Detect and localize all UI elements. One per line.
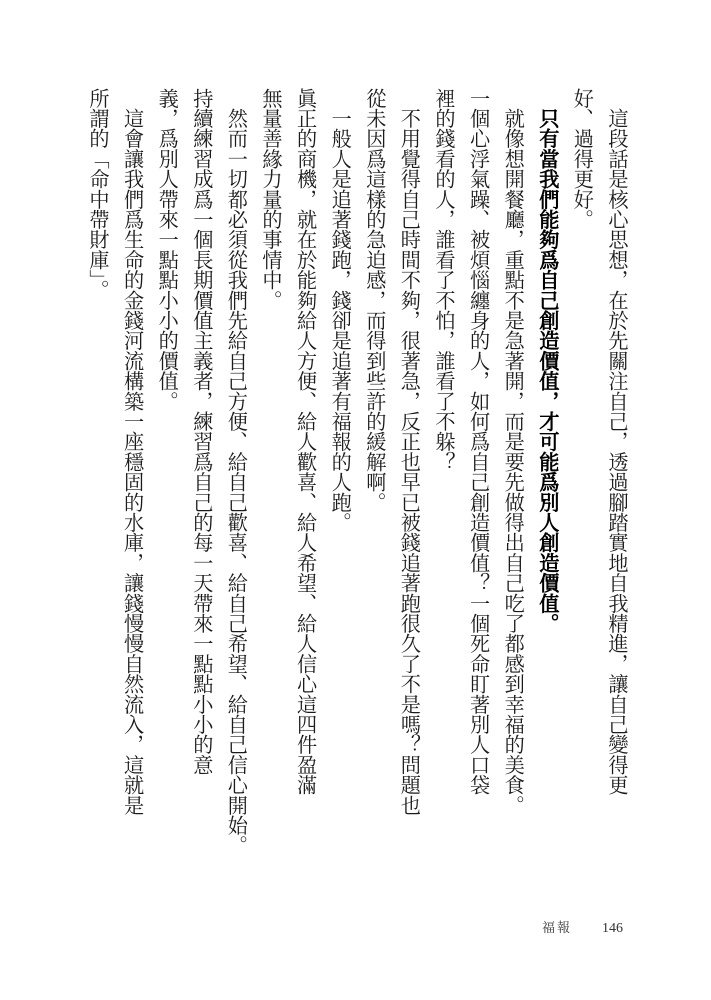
vertical-text-body xyxy=(86,88,632,856)
text-column: 眞正的商機，就在於能夠給人方便、給人歡喜、給人希望、給人信心這四件盈滿 xyxy=(293,88,318,795)
text-column: 裡的錢看的人，誰看了不怕，誰看了不躲？ xyxy=(432,88,456,472)
text-column: 然而一切都必須從我們先給自己方便、給自己歡喜、給自己希望、給自己信心開始。 xyxy=(224,88,249,856)
text-column: 從未因爲這樣的急迫感，而得到些許的緩解啊。 xyxy=(362,88,387,513)
text-column: 無量善緣力量的事情中。 xyxy=(259,88,283,311)
text-column: 所謂的「命中帶財庫」。 xyxy=(86,88,110,301)
text-column: 一般人是追著錢跑，錢卻是追著有福報的人跑。 xyxy=(328,88,353,533)
text-column: 不用覺得自己時間不夠，很著急，反正也早已被錢追著跑很久了不是嗎？問題也 xyxy=(397,88,422,816)
text-column: 持續練習成爲一個長期價值主義者，練習爲自己的每一天帶來一點點小小的意 xyxy=(189,88,214,775)
text-column: 好、過得更好。 xyxy=(570,88,595,230)
text-column: 這段話是核心思想，在於先關注自己，透過腳踏實地自我精進，讓自己變得更 xyxy=(605,88,629,795)
text-column: 就像想開餐廳，重點不是急著開，而是要先做得出自己吃了都感到幸福的美食。 xyxy=(501,88,526,816)
text-column: 義，爲別人帶來一點點小小的價值。 xyxy=(155,88,180,412)
page-number: 146 xyxy=(602,921,623,936)
text-column: 這會讓我們爲生命的金錢河流構築一座穩固的水庫，讓錢慢慢自然流入，這就是 xyxy=(120,88,145,816)
emphasis-text-column: 只有當我們能夠爲自己創造價值，才可能爲別人創造價值。 xyxy=(535,88,560,634)
text-column: 一個心浮氣躁、被煩惱纏身的人，如何爲自己創造價值？一個死命盯著別人口袋 xyxy=(466,88,491,795)
running-head: 福報 xyxy=(542,921,573,936)
